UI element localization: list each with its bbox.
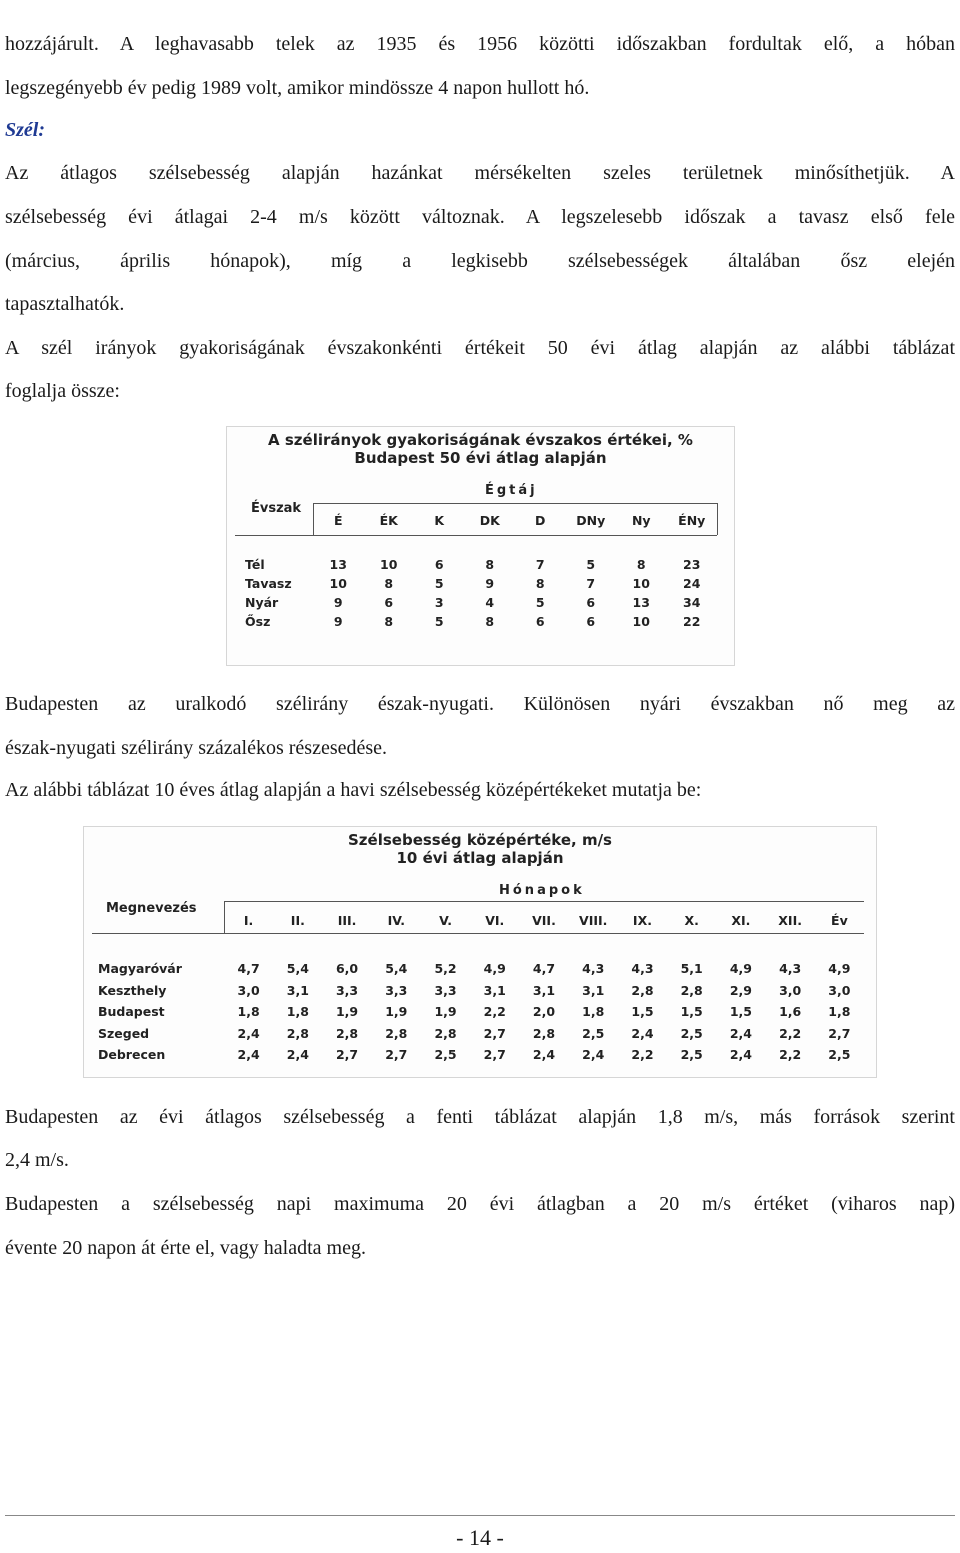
table-cell: 1,9 — [335, 1004, 359, 1019]
table-cell: 2,5 — [680, 1047, 703, 1062]
row-label: Magyaróvár — [98, 961, 182, 976]
table-cell: 8 — [485, 557, 495, 572]
column-header: DK — [479, 513, 500, 528]
table-cell: 2,2 — [631, 1047, 654, 1062]
table-cell: 2,8 — [335, 1025, 359, 1041]
table-cell: 8 — [485, 614, 495, 629]
column-header: K — [434, 513, 445, 528]
table-cell: 9 — [333, 595, 343, 610]
table-cell: 2,7 — [828, 1025, 851, 1041]
table-cell: 5 — [434, 576, 444, 591]
paragraph-line: hozzájárult. A leghavasabb telek az 1935 és 1956 közötti időszakban fordultak elő, a hóban — [5, 33, 955, 55]
table-cell: 2,5 — [680, 1025, 703, 1041]
paragraph-line: 2,4 m/s. — [5, 1149, 69, 1171]
table-cell: 2,8 — [385, 1025, 408, 1041]
table-cell: 1,9 — [385, 1004, 408, 1019]
table-cell: 13 — [329, 557, 347, 572]
paragraph-line: A szél irányok gyakoriságának évszakonkénti értékeit 50 évi átlag alapján az alábbi táblázat — [5, 337, 955, 359]
footer-divider — [5, 1515, 955, 1516]
table-cell: 3,0 — [779, 982, 802, 998]
table-cell: 3,1 — [532, 982, 556, 998]
column-header: VI. — [485, 913, 505, 928]
table-cell: 6 — [586, 595, 596, 610]
table-cell: 4,3 — [582, 961, 605, 976]
column-header: XII. — [778, 913, 802, 928]
divider — [224, 901, 864, 902]
table-cell: 7 — [535, 557, 545, 572]
row-label: Tavasz — [245, 576, 292, 591]
table-cell: 4,9 — [828, 961, 851, 976]
paragraph-line: Az alábbi táblázat 10 éves átlag alapján a havi szélsebesség középértékeket mutatja be: — [5, 779, 702, 801]
row-label: Ősz — [245, 614, 271, 629]
table-cell: 2,4 — [729, 1047, 752, 1062]
column-header: É — [333, 513, 343, 528]
table-cell: 8 — [535, 576, 545, 591]
row-label: Keszthely — [98, 982, 167, 998]
table-cell: 10 — [380, 557, 398, 572]
paragraph-line: tapasztalhatók. — [5, 293, 125, 315]
row-header: Megnevezés — [106, 901, 197, 916]
table-cell: 2,5 — [434, 1047, 457, 1062]
table-cell: 2,2 — [779, 1025, 802, 1041]
column-header: ÉK — [379, 513, 398, 528]
table-cell: 4,3 — [631, 961, 654, 976]
table-cell: 34 — [683, 595, 701, 610]
table-cell: 1,6 — [779, 1004, 802, 1019]
table-cell: 2,9 — [729, 982, 752, 998]
column-header: V. — [439, 913, 452, 928]
row-label: Nyár — [245, 595, 279, 610]
table-cell: 4,3 — [779, 961, 802, 976]
table-cell: 2,5 — [828, 1047, 851, 1062]
table-cell: 8 — [384, 576, 394, 591]
table-cell: 1,8 — [286, 1004, 309, 1019]
column-header: I. — [243, 913, 254, 928]
table-cell: 9 — [485, 576, 495, 591]
table-cell: 5 — [535, 595, 545, 610]
table-cell: 8 — [636, 557, 646, 572]
table-cell: 3,0 — [828, 982, 851, 998]
table-cell: 3,1 — [286, 982, 309, 998]
paragraph-line: Az átlagos szélsebesség alapján hazánkat mérsékelten szeles területnek minősíthetjük. A — [5, 162, 955, 184]
table-cell: 2,0 — [532, 1004, 556, 1019]
table-cell: 4,7 — [532, 961, 556, 976]
group-header: Hónapok — [499, 883, 585, 898]
column-header: XI. — [731, 913, 751, 928]
paragraph-line: foglalja össze: — [5, 380, 120, 402]
table-cell: 2,8 — [631, 982, 654, 998]
column-header: VII. — [532, 913, 556, 928]
table-cell: 2,4 — [237, 1047, 260, 1062]
table-cell: 10 — [632, 576, 650, 591]
table-subtitle: Budapest 50 évi átlag alapján — [354, 449, 607, 467]
table-cell: 23 — [683, 557, 701, 572]
table-cell: 1,5 — [680, 1004, 703, 1019]
table-cell: 7 — [586, 576, 596, 591]
table-cell: 5,4 — [286, 961, 309, 976]
column-header: II. — [290, 913, 305, 928]
table-cell: 3,0 — [237, 982, 260, 998]
paragraph-line: legszegényebb év pedig 1989 volt, amikor mindössze 4 napon hullott hó. — [5, 77, 590, 99]
table-cell: 4 — [485, 595, 495, 610]
row-label: Tél — [245, 557, 265, 572]
table-cell: 2,4 — [582, 1047, 605, 1062]
table-cell: 3,1 — [582, 982, 605, 998]
row-label: Szeged — [98, 1025, 150, 1041]
table-cell: 6 — [434, 557, 444, 572]
table-cell: 2,8 — [434, 1025, 457, 1041]
table-cell: 5,4 — [385, 961, 408, 976]
table-cell: 2,4 — [729, 1025, 752, 1041]
section-heading: Szél: — [5, 119, 45, 141]
column-header: DNy — [576, 513, 606, 528]
table-cell: 2,7 — [385, 1047, 408, 1062]
table-cell: 5,1 — [680, 961, 703, 976]
wind-direction-table — [226, 426, 735, 666]
table-cell: 1,9 — [434, 1004, 457, 1019]
table-cell: 3,3 — [385, 982, 408, 998]
table-cell: 2,4 — [631, 1025, 654, 1041]
row-label: Budapest — [98, 1004, 165, 1019]
column-header: Év — [831, 913, 848, 928]
table-cell: 2,8 — [680, 982, 703, 998]
table-cell: 2,4 — [532, 1047, 556, 1062]
table-cell: 4,9 — [729, 961, 752, 976]
table-cell: 6 — [586, 614, 596, 629]
table-cell: 3 — [434, 595, 444, 610]
table-cell: 2,7 — [483, 1025, 506, 1041]
paragraph-line: észak-nyugati szélirány százalékos részesedése. — [5, 737, 388, 759]
paragraph-line: Budapesten az uralkodó szélirány észak-nyugati. Különösen nyári évszakban nő meg az — [5, 693, 955, 715]
table-cell: 6 — [535, 614, 545, 629]
table-cell: 2,4 — [237, 1025, 260, 1041]
table-cell: 1,8 — [828, 1004, 851, 1019]
table-subtitle: 10 évi átlag alapján — [396, 849, 564, 867]
column-header: VIII. — [579, 913, 608, 928]
table-cell: 1,5 — [631, 1004, 654, 1019]
column-header: IV. — [387, 913, 406, 928]
paragraph-line: (március, április hónapok), míg a legkisebb szélsebességek általában ősz elején — [5, 250, 955, 272]
table-cell: 5 — [586, 557, 596, 572]
group-header: Égtáj — [485, 483, 538, 498]
paragraph-line: Budapesten a szélsebesség napi maximuma 20 évi átlagban a 20 m/s értéket (viharos nap) — [5, 1193, 955, 1215]
page-number: - 14 - — [456, 1525, 504, 1550]
table-cell: 2,4 — [286, 1047, 309, 1062]
table-cell: 6 — [384, 595, 394, 610]
paragraph-line: Budapesten az évi átlagos szélsebesség a fenti táblázat alapján 1,8 m/s, más források szerint — [5, 1106, 955, 1128]
table-title: A szélirányok gyakoriságának évszakos értékei, % — [268, 431, 693, 449]
divider — [235, 535, 717, 536]
divider — [717, 503, 718, 535]
table-cell: 2,8 — [286, 1025, 309, 1041]
table-cell: 22 — [683, 614, 701, 629]
column-header: D — [535, 513, 546, 528]
paragraph-line: évente 20 napon át érte el, vagy haladta meg. — [5, 1237, 366, 1259]
column-header: IX. — [632, 913, 652, 928]
table-cell: 10 — [329, 576, 347, 591]
table-cell: 2,8 — [532, 1025, 556, 1041]
column-header: ÉNy — [678, 513, 706, 528]
table-cell: 8 — [384, 614, 394, 629]
divider — [313, 503, 717, 504]
table-cell: 5 — [434, 614, 444, 629]
column-header: Ny — [631, 513, 651, 528]
row-header: Évszak — [251, 501, 302, 516]
table-cell: 4,9 — [483, 961, 506, 976]
row-label: Debrecen — [98, 1047, 166, 1062]
table-cell: 3,3 — [335, 982, 359, 998]
table-cell: 9 — [333, 614, 343, 629]
table-cell: 6,0 — [335, 961, 359, 976]
table-cell: 1,8 — [582, 1004, 605, 1019]
wind-speed-table — [83, 826, 877, 1078]
column-header: III. — [337, 913, 357, 928]
table-title: Szélsebesség középértéke, m/s — [348, 831, 612, 849]
column-header: X. — [684, 913, 699, 928]
table-cell: 2,5 — [582, 1025, 605, 1041]
divider — [92, 933, 864, 934]
table-cell: 3,1 — [483, 982, 506, 998]
table-cell: 2,2 — [779, 1047, 802, 1062]
table-cell: 2,7 — [483, 1047, 506, 1062]
table-cell: 3,3 — [434, 982, 457, 998]
table-cell: 24 — [683, 576, 701, 591]
table-cell: 2,2 — [483, 1004, 506, 1019]
table-cell: 1,5 — [729, 1004, 752, 1019]
paragraph-line: szélsebesség évi átlagai 2-4 m/s között változnak. A legszelesebb időszak a tavasz első fele — [5, 206, 955, 228]
table-cell: 1,8 — [237, 1004, 260, 1019]
table-cell: 5,2 — [434, 961, 457, 976]
table-cell: 10 — [632, 614, 650, 629]
table-cell: 2,7 — [335, 1047, 359, 1062]
table-cell: 4,7 — [237, 961, 260, 976]
table-cell: 13 — [632, 595, 650, 610]
